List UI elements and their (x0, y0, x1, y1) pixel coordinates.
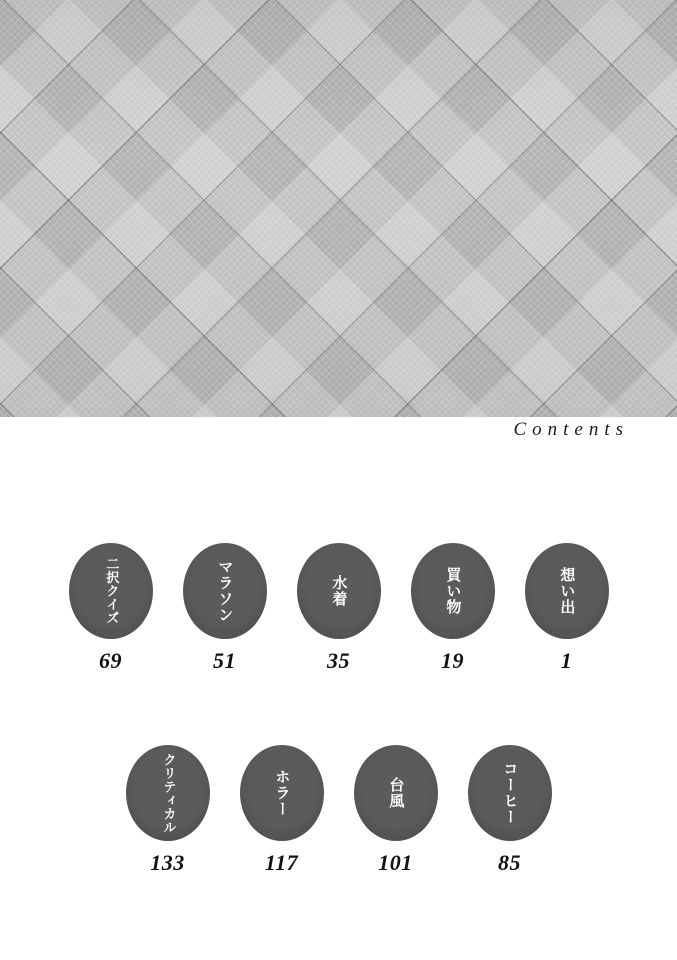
decorative-argyle-banner (0, 0, 677, 417)
chapter-bubble[interactable] (525, 543, 609, 639)
chapter-title: 台風 (387, 777, 406, 809)
chapter-page-number: 1 (560, 648, 573, 673)
chapter-title: 買い物 (444, 567, 463, 615)
chapter-title: マラソン (216, 559, 235, 623)
chapter-title: ホラー (273, 769, 292, 817)
list-item[interactable] (525, 543, 609, 674)
chapter-row-top (0, 543, 677, 674)
chapter-page-number: 51 (213, 648, 236, 673)
chapter-bubble[interactable] (468, 745, 552, 841)
list-item[interactable] (411, 543, 495, 674)
chapter-page-number: 19 (441, 648, 464, 673)
page-title: Contents (513, 419, 629, 440)
list-item[interactable] (468, 745, 552, 876)
chapter-bubble[interactable] (240, 745, 324, 841)
chapter-page-number: 69 (99, 648, 122, 673)
chapter-bubble[interactable] (69, 543, 153, 639)
chapter-title: 二択クイズ (103, 557, 119, 625)
chapter-page-number: 117 (264, 850, 299, 875)
chapter-bubble[interactable] (126, 745, 210, 841)
chapter-bubble[interactable] (297, 543, 381, 639)
list-item[interactable] (69, 543, 153, 674)
list-item[interactable] (297, 543, 381, 674)
list-item[interactable] (183, 543, 267, 674)
chapter-bubble[interactable] (354, 745, 438, 841)
list-item[interactable] (126, 745, 210, 876)
chapter-row-bottom (0, 745, 677, 876)
argyle-pattern (0, 0, 677, 417)
chapter-title: クリティカル (160, 752, 176, 834)
chapter-bubble[interactable] (183, 543, 267, 639)
chapter-page-number: 101 (378, 850, 413, 875)
chapter-page-number: 35 (327, 648, 350, 673)
list-item[interactable] (354, 745, 438, 876)
chapter-page-number: 133 (150, 850, 185, 875)
chapter-title: 水着 (330, 575, 349, 607)
chapter-page-number: 85 (498, 850, 521, 875)
chapter-bubble[interactable] (411, 543, 495, 639)
list-item[interactable] (240, 745, 324, 876)
chapter-title: 想い出 (558, 567, 577, 615)
chapter-title: コーヒー (501, 761, 520, 825)
